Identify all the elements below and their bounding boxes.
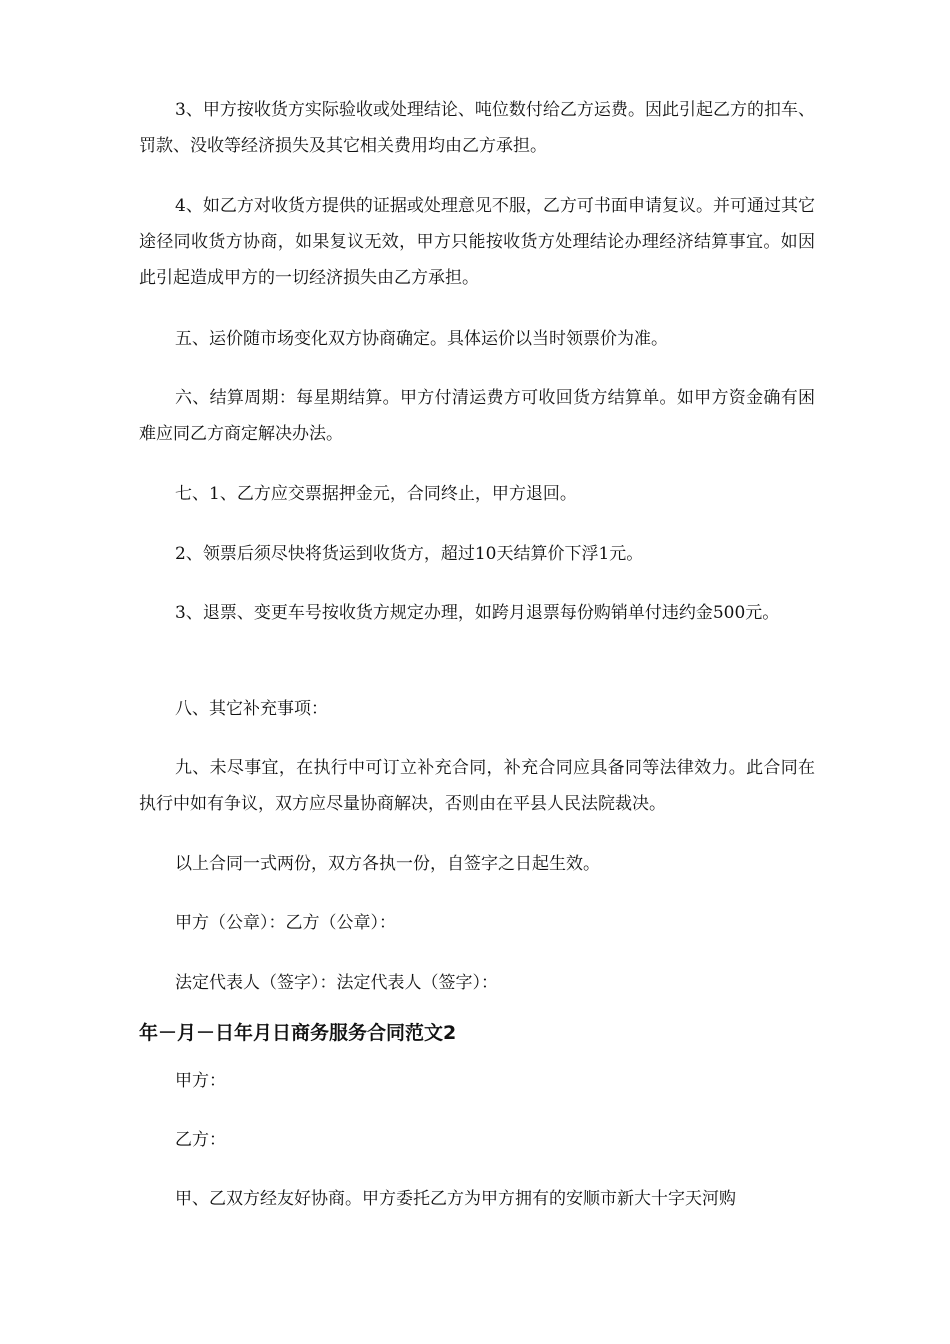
paragraph-article-6: 六、结算周期：每星期结算。甲方付清运费方可收回货方结算单。如甲方资金确有困难应同乙方商定解决办法。 xyxy=(139,388,815,444)
paragraph-seals: 甲方（公章）：乙方（公章）： xyxy=(175,913,396,933)
paragraph-party-b: 乙方： xyxy=(175,1130,226,1150)
paragraph-article-8: 八、其它补充事项： xyxy=(175,699,328,719)
section-heading: 年－月－日年月日商务服务合同范文2 xyxy=(139,1022,457,1044)
paragraph-article-5: 五、运价随市场变化双方协商确定。具体运价以当时领票价为准。 xyxy=(175,329,668,349)
paragraph-article-7-item-2: 2、领票后须尽快将货运到收货方，超过10天结算价下浮1元。 xyxy=(175,544,644,564)
paragraph-article-7-item-3: 3、退票、变更车号按收货方规定办理，如跨月退票每份购销单付违约金500元。 xyxy=(175,603,780,623)
paragraph-article-7: 七、1、乙方应交票据押金元，合同终止，甲方退回。 xyxy=(175,484,577,504)
paragraph-intro: 甲、乙双方经友好协商。甲方委托乙方为甲方拥有的安顺市新大十字天河购 xyxy=(175,1189,736,1209)
paragraph-party-a: 甲方： xyxy=(175,1071,226,1091)
paragraph-article-9: 九、未尽事宜，在执行中可订立补充合同，补充合同应具备同等法律效力。此合同在执行中如有争议，双方应尽量协商解决，否则由在平县人民法院裁决。 xyxy=(139,758,815,814)
paragraph-signatures: 法定代表人（签字）：法定代表人（签字）： xyxy=(175,973,498,993)
paragraph-clause-4: 4、如乙方对收货方提供的证据或处理意见不服，乙方可书面申请复议。并可通过其它途径同收货方协商，如果复议无效，甲方只能按收货方处理结论办理经济结算事宜。如因此引起造成甲方的一切经济损失由乙方承担。 xyxy=(139,196,815,288)
paragraph-clause-3: 3、甲方按收货方实际验收或处理结论、吨位数付给乙方运费。因此引起乙方的扣车、罚款、没收等经济损失及其它相关费用均由乙方承担。 xyxy=(139,100,815,156)
paragraph-effect: 以上合同一式两份，双方各执一份，自签字之日起生效。 xyxy=(175,854,600,874)
